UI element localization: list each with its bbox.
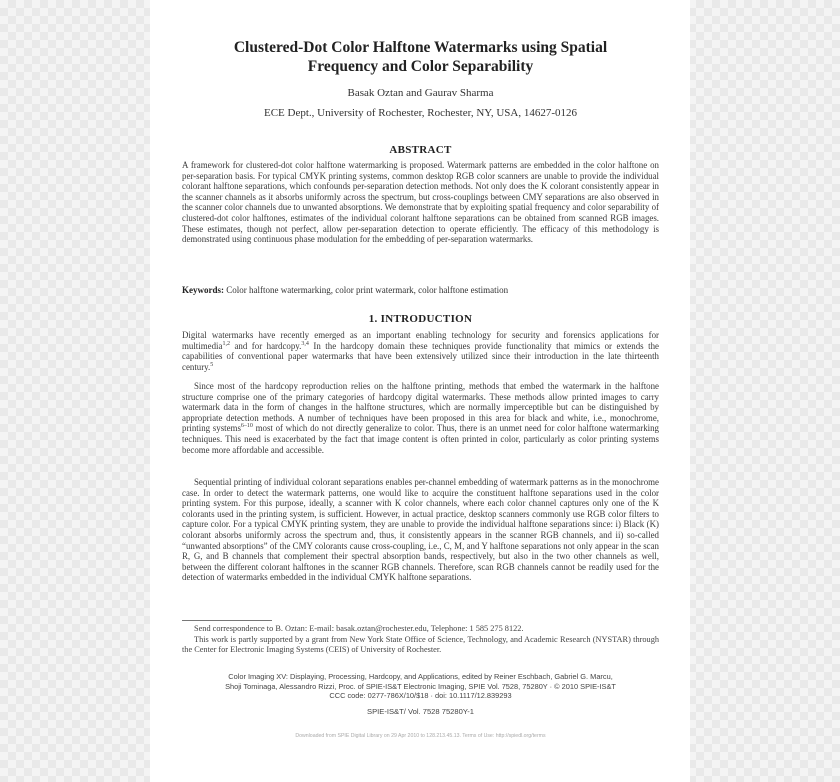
page-number: SPIE-IS&T/ Vol. 7528 75280Y-1: [367, 707, 474, 716]
citation-ref: 3,4: [301, 340, 309, 347]
intro-paragraph-1: [182, 330, 659, 372]
citation-line-3: CCC code: 0277-786X/10/$18 · doi: 10.1117/12.839293: [329, 691, 512, 701]
affiliation: ECE Dept., University of Rochester, Rochester, NY, USA, 14627-0126: [264, 107, 577, 119]
abstract-text: A framework for clustered-dot color halftone watermarking is proposed. Watermark patterns are embedded in the color halftone on per-separation basis. For typical CMYK printing systems, common desktop RGB color scanners are unable to provide the individual colorant halftone separations, which confounds per-separation detection methods. Not only does the K colorant consistently appear in the scanner channels as it absorbs uniformly across the spectrum, but cross-couplings between CMY separations are also observed in the scanner color channels due to unwanted absorptions. We demonstrate that by exploiting spatial frequency and color separability of clustered-dot color halftones, estimates of the individual colorant halftone separations can be obtained from scanned RGB images. These estimates, though not perfect, allow per-separation detection to operate efficiently. The efficacy of this methodology is demonstrated using continuous phase modulation for the embedding of per-separation watermarks.: [182, 160, 659, 245]
introduction-heading: 1. INTRODUCTION: [368, 313, 473, 325]
download-note: Downloaded from SPIE Digital Library on 29 Apr 2010 to 128.213.45.13. Terms of Use: http://spiedl.org/terms: [295, 733, 546, 739]
citation-ref: 5: [210, 361, 214, 368]
citation-line-2: Shoji Tominaga, Alessandro Rizzi, Proc. of SPIE-IS&T Electronic Imaging, SPIE Vol. 7528, 75280Y · © 2010 SPIE-IS&T: [225, 681, 616, 691]
footnote-funding: This work is partly supported by a grant from New York State Office of Science, Technology, and Academic Research (NYSTAR) through the Center for Electronic Imaging Systems (CEIS) of University of Rochester.: [182, 635, 659, 655]
intro-p2-text-a: Since most of the hardcopy reproduction relies on the halftone printing, methods that embed the watermark in the halftone structure comprise one of the primary categories of hardcopy digital watermarks. These methods allow printed images to carry watermark data in the form of changes in the halftone structures, which are normally imperceptible but can be distinguished by appropriate detection methods. A number of techniques have been proposed in this area for black and white, i.e., monochrome, printing systems: [182, 381, 659, 434]
proceedings-citation: [182, 672, 659, 701]
authors: Basak Oztan and Gaurav Sharma: [347, 87, 494, 99]
citation-line-1: Color Imaging XV: Displaying, Processing, Hardcopy, and Applications, edited by Reiner Eschbach, Gabriel G. Marcu,: [228, 672, 613, 681]
intro-paragraph-2: [182, 381, 659, 455]
footnote-correspondence: Send correspondence to B. Oztan: E-mail: basak.oztan@rochester.edu, Telephone: 1 585 275 8122.: [194, 624, 524, 633]
citation-ref: 1,2: [222, 340, 230, 347]
intro-p1-text-b: and for hardcopy.: [229, 340, 302, 351]
title-line-2: Frequency and Color Separability: [307, 58, 534, 75]
intro-p2-text-b: most of which do not directly generalize to color. Thus, there is an unmet need for color halftone watermarking techniques. This need is exacerbated by the fact that image content is often printed in color, particularly as color printing systems become more affordable and accessible.: [182, 423, 659, 455]
keywords-label: Keywords:: [182, 285, 224, 295]
citation-ref: 6–10: [240, 423, 253, 430]
intro-paragraph-3: Sequential printing of individual colorant separations enables per-channel embedding of watermark patterns as in the monochrome case. In order to detect the watermark patterns, one would like to acquire the constituent halftone separations used in the color printing system. For this purpose, ideally, a scanner with K color channels, where each color channel captures only one of the K colorants used in the printing system, is sufficient. However, in actual practice, desktop scanners commonly use RGB color filters to capture color. For a typical CMYK printing system, they are unable to provide the individual halftone separations since: i) Black (K) colorant absorbs uniformly across the spectrum and, thus, it consistently appears in the scanner RGB channels, and ii) so-called “unwanted absorptions” of the CMY colorants cause cross-coupling, i.e., C, M, and Y halftone separations not only appear in the scan R, G, and B channels that complement their spectral absorption bands, respectively, but also in the two other channels as well, between the different colorant halftones in the scanner RGB channels. Therefore, scan RGB channels cannot be readily used for the detection of watermarks embedded in the individual CMYK halftone separations.: [182, 477, 659, 583]
abstract-heading: ABSTRACT: [389, 144, 452, 156]
intro-p1-text-a: Digital watermarks have recently emerged as an important enabling technology for security and forensics applications for multimedia: [182, 330, 659, 351]
intro-p1-text-c: In the hardcopy domain these techniques provide functionality that mimics or extends the capabilities of conventional paper watermarks that have been extensively utilized since their introduction in the late thirteenth century.: [182, 340, 659, 372]
keywords: [182, 285, 659, 295]
title-line-1: Clustered-Dot Color Halftone Watermarks using Spatial: [233, 39, 608, 56]
footnote-rule: [182, 620, 272, 621]
paper-title: [182, 38, 659, 76]
keywords-text: Color halftone watermarking, color print watermark, color halftone estimation: [224, 285, 509, 295]
